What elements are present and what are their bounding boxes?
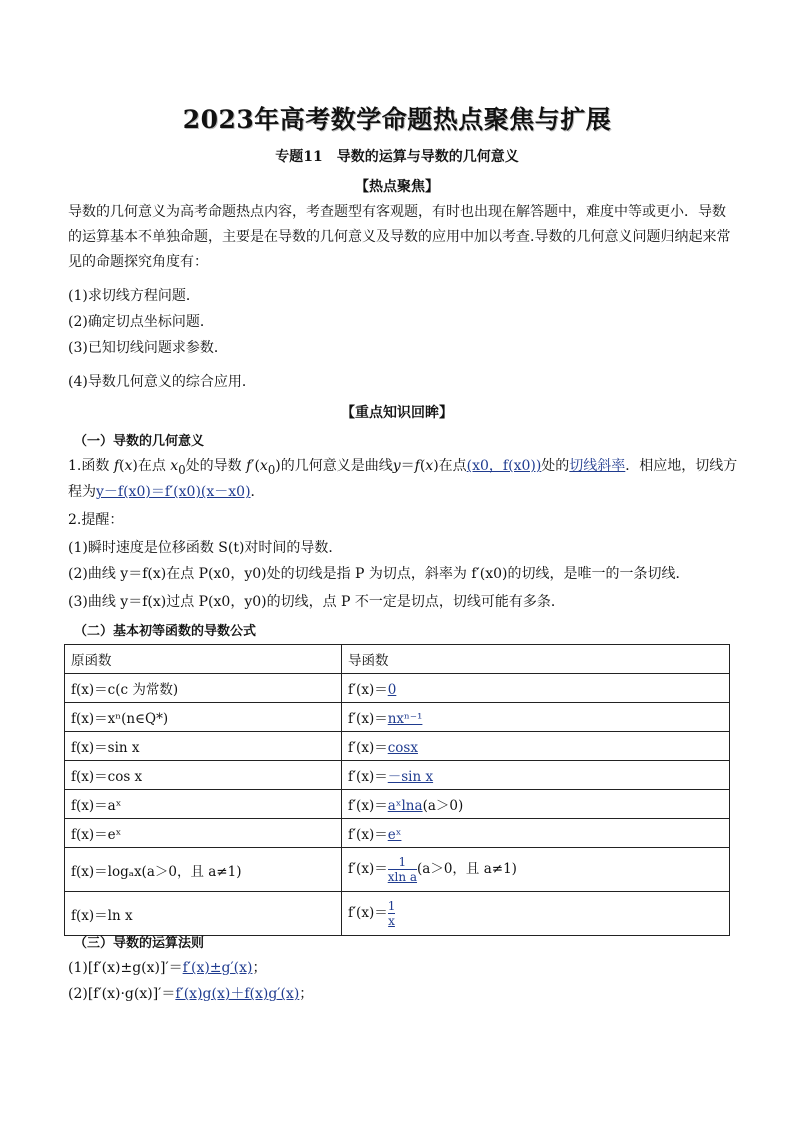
- table-header-row: [65, 645, 730, 674]
- answer: nxⁿ⁻¹: [387, 711, 423, 727]
- text: f′(x)＝: [348, 827, 388, 843]
- table-cell-original: f(x)＝cos x: [65, 761, 342, 790]
- answer: f′(x)±g′(x): [182, 960, 253, 976]
- text: (a＞0，且 a≠1): [417, 861, 517, 877]
- fraction-numerator: 1: [398, 855, 407, 869]
- text: ．相应地，切线方: [625, 458, 738, 474]
- text: )在点: [132, 458, 171, 474]
- text: f′(x)＝: [348, 769, 388, 785]
- table-row: [65, 892, 730, 936]
- fraction-numerator: 1: [387, 899, 396, 913]
- answer: cosx: [387, 740, 418, 756]
- table-row: [65, 732, 730, 761]
- table-cell-original: f(x)＝sin x: [65, 732, 342, 761]
- table-row: [65, 819, 730, 848]
- text: f: [113, 458, 119, 474]
- document-subtitle: 专题11 导数的运算与导数的几何意义: [275, 149, 519, 165]
- table-cell-derivative: [342, 703, 730, 732]
- table-row: [65, 703, 730, 732]
- answer: aˣlna: [387, 798, 423, 814]
- text: 0: [178, 462, 186, 477]
- answer: f′(x)g(x)＋f(x)g′(x): [175, 986, 300, 1002]
- text: f′(x)＝: [348, 711, 388, 727]
- remind-label: 2.提醒：: [68, 512, 124, 528]
- part3-heading: （三）导数的运算法则: [74, 936, 205, 951]
- text: (: [119, 458, 125, 474]
- fraction-denominator: x: [388, 914, 395, 928]
- table-row: [65, 790, 730, 819]
- table-cell-derivative: [342, 819, 730, 848]
- answer: 0: [387, 682, 397, 698]
- document-title: 2023年高考数学命题热点聚焦与扩展: [182, 105, 612, 134]
- text: y: [392, 458, 401, 474]
- table-cell-derivative: [342, 674, 730, 703]
- part1-paragraph-line1: [68, 456, 737, 480]
- table-cell-original: f(x)＝ln x: [65, 892, 342, 936]
- text: ．: [250, 484, 265, 500]
- text: f: [246, 458, 252, 474]
- table-row: [65, 848, 730, 892]
- text: ；: [299, 986, 314, 1002]
- text: ＝: [400, 458, 415, 474]
- table-cell-derivative: [342, 761, 730, 790]
- table-cell-derivative: [342, 790, 730, 819]
- text: 1.函数: [68, 458, 114, 474]
- rule-1: [68, 958, 267, 978]
- derivative-formula-table: [64, 644, 730, 936]
- remind-item: (1)瞬时速度是位移函数 S(t)对时间的导数．: [68, 540, 343, 556]
- text: 处的: [541, 458, 570, 474]
- part1-heading: （一）导数的几何意义: [74, 434, 205, 449]
- text: f′(x)＝: [348, 798, 388, 814]
- text: )在点: [433, 458, 467, 474]
- text: ；: [252, 960, 267, 976]
- hot-focus-item: (1)求切线方程问题．: [68, 288, 200, 304]
- answer: －sin x: [387, 769, 434, 785]
- text: f′(x)＝: [348, 905, 388, 921]
- table-cell-original: f(x)＝eˣ: [65, 819, 342, 848]
- table-cell-derivative: [342, 732, 730, 761]
- part1-paragraph-line2: [68, 482, 265, 502]
- text: )的几何意义是曲线: [275, 458, 393, 474]
- table-row: [65, 674, 730, 703]
- hot-focus-intro: 导数的几何意义为高考命题热点内容，考查题型有客观题，有时也出现在解答题中，难度中等或更小．导数的运算基本不单独命题，主要是在导数的几何意义及导数的应用中加以考查.导数的几何意义问题归纳起来常见的命题探究角度有：: [68, 204, 731, 270]
- text: 程为: [68, 484, 96, 500]
- text: x: [170, 458, 179, 474]
- text: f′(x)＝: [348, 740, 388, 756]
- tangent-equation-answer: y－f(x0)＝f′(x0)(x－x0): [96, 484, 251, 500]
- text: (: [419, 458, 426, 474]
- table-cell-derivative: [342, 892, 730, 936]
- table-cell-original: f(x)＝aˣ: [65, 790, 342, 819]
- fraction-denominator: xln a: [387, 870, 418, 884]
- text: x: [425, 458, 434, 474]
- remind-item: (2)曲线 y＝f(x)在点 P(x0，y0)处的切线是指 P 为切点，斜率为 f′(x0)的切线，是唯一的一条切线．: [68, 566, 690, 582]
- text: f: [414, 458, 420, 474]
- hot-focus-item: (3)已知切线问题求参数．: [68, 340, 228, 356]
- text: x: [124, 458, 133, 474]
- table-cell-original: f(x)＝xⁿ(n∈Q*): [65, 703, 342, 732]
- text: f′(x)＝: [348, 861, 388, 877]
- text: 处的导数: [185, 458, 247, 474]
- fraction: [388, 855, 417, 884]
- table-header: 原函数: [65, 645, 342, 674]
- hot-focus-item: (2)确定切点坐标问题．: [68, 314, 214, 330]
- text: (1)[f′(x)±g(x)]′＝: [68, 960, 183, 976]
- slope-answer: 切线斜率: [569, 458, 626, 474]
- table-cell-original: f(x)＝c(c 为常数): [65, 674, 342, 703]
- table-cell-derivative: [342, 848, 730, 892]
- hot-focus-heading: 【热点聚焦】: [355, 179, 439, 195]
- text: f′(x)＝: [348, 682, 388, 698]
- table-cell-original: f(x)＝logₐx(a＞0，且 a≠1): [65, 848, 342, 892]
- table-row: [65, 761, 730, 790]
- answer: eˣ: [387, 827, 402, 843]
- text: (a＞0): [422, 798, 464, 814]
- review-heading: 【重点知识回眸】: [341, 405, 453, 421]
- fraction: [388, 899, 396, 928]
- remind-item: (3)曲线 y＝f(x)过点 P(x0，y0)的切线，点 P 不一定是切点，切线可能有多条．: [68, 594, 565, 610]
- text: 0: [267, 462, 276, 477]
- text: ′(: [251, 458, 260, 474]
- text: (2)[f′(x)·g(x)]′＝: [68, 986, 176, 1002]
- part2-heading: （二）基本初等函数的导数公式: [74, 624, 257, 639]
- tangent-point-answer: (x0，f(x0)): [466, 458, 542, 474]
- hot-focus-item: (4)导数几何意义的综合应用．: [68, 374, 256, 390]
- text: x: [259, 458, 268, 474]
- rule-2: [68, 984, 313, 1004]
- table-header: 导函数: [342, 645, 730, 674]
